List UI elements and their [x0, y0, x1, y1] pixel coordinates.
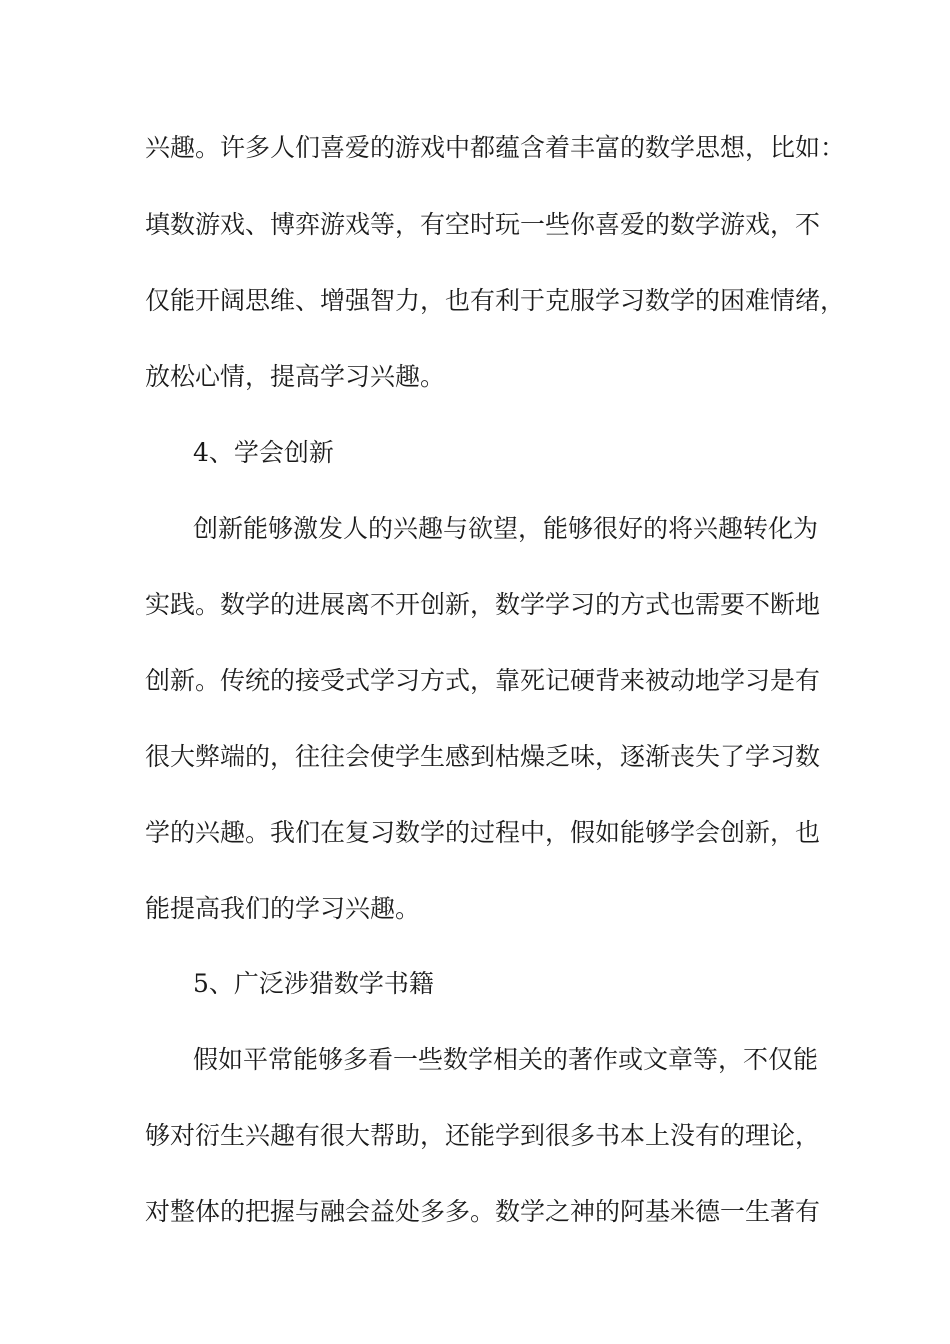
- paragraph-first-line: 假如平常能够多看一些数学相关的著作或文章等，不仅能: [193, 1045, 819, 1074]
- body-text-line: 够对衍生兴趣有很大帮助，还能学到很多书本上没有的理论，: [145, 1121, 821, 1150]
- body-text-line: 创新。传统的接受式学习方式，靠死记硬背来被动地学习是有: [145, 666, 821, 695]
- body-text-line: 填数游戏、博弈游戏等，有空时玩一些你喜爱的数学游戏，不: [145, 210, 821, 239]
- body-text-line: 实践。数学的进展离不开创新，数学学习的方式也需要不断地: [145, 590, 821, 619]
- section-heading: 5、广泛涉猎数学书籍: [193, 969, 434, 998]
- body-text-line: 学的兴趣。我们在复习数学的过程中，假如能够学会创新，也: [145, 818, 821, 847]
- section-heading: 4、学会创新: [193, 438, 334, 467]
- body-text-line: 仅能开阔思维、增强智力，也有利于克服学习数学的困难情绪，: [145, 286, 846, 315]
- body-text-line: 很大弊端的，往往会使学生感到枯燥乏味，逐渐丧失了学习数: [145, 742, 821, 771]
- body-text-line: 对整体的把握与融会益处多多。数学之神的阿基米德一生著有: [145, 1197, 821, 1226]
- paragraph-first-line: 创新能够激发人的兴趣与欲望，能够很好的将兴趣转化为: [193, 514, 819, 543]
- body-text-line: 放松心情，提高学习兴趣。: [145, 362, 446, 391]
- body-text-line: 能提高我们的学习兴趣。: [145, 894, 421, 923]
- body-text-line: 兴趣。许多人们喜爱的游戏中都蕴含着丰富的数学思想，比如：: [145, 133, 846, 162]
